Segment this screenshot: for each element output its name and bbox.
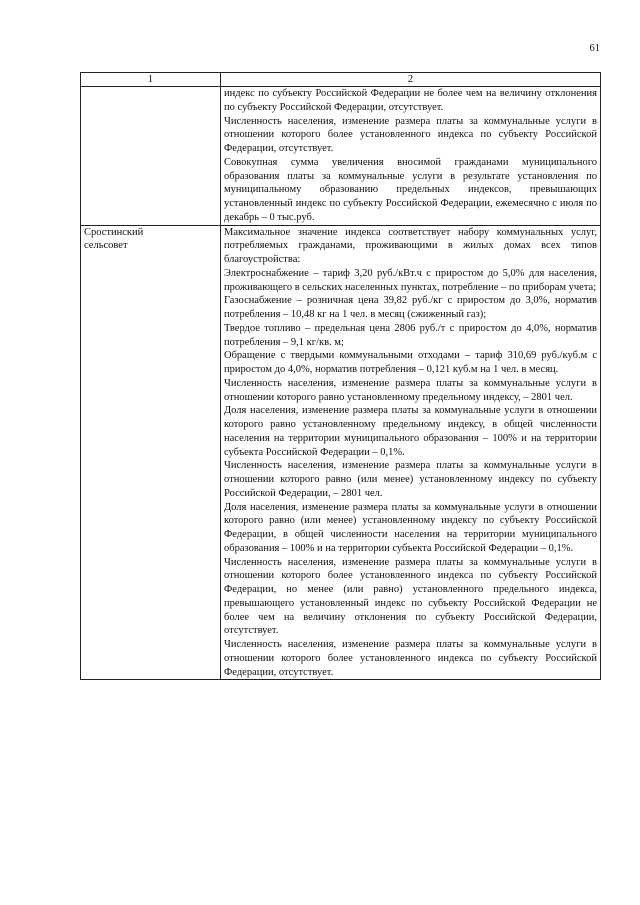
description-paragraph: Доля населения, изменение размера платы за коммунальные услуги в отношении которого равно установленному предельному индексу, в общей численности населения на территории муниципального образования – 100% и на территории субъекта Российской Федерации – 0,1%. [224, 405, 597, 458]
description-paragraph: Обращение с твердыми коммунальными отходами – тариф 310,69 руб./куб.м с приростом до 4,0%, норматив потребления – 0,121 куб.м на 1 чел. в месяц. [224, 350, 597, 375]
description-paragraph: Численность населения, изменение размера платы за коммунальные услуги в отношении которого более установленного индекса по субъекту Российской Федерации, отсутствует. [224, 639, 597, 678]
description-paragraph: Максимальное значение индекса соответствует набору коммунальных услуг, потребляемых гражданами, проживающими в жилых домах всех типов благоустройства: [224, 226, 597, 265]
description-paragraph: индекс по субъекту Российской Федерации не более чем на величину отклонения по субъекту Российской Федерации, отсутствует. [224, 88, 597, 113]
description-paragraph: Твердое топливо – предельная цена 2806 руб./т с приростом до 4,0%, норматив потребления – 9,1 кг/кв. м; [224, 322, 597, 348]
municipality-name: Сростинский [84, 226, 144, 238]
description-paragraph: Численность населения, изменение размера платы за коммунальные услуги в отношении которого равно (или менее) установленному индексу по субъекту Российской Федерации, – 2801 чел. [224, 460, 597, 499]
municipality-name: сельсовет [84, 240, 128, 252]
table-header-row [81, 73, 601, 87]
description-paragraph: Численность населения, изменение размера платы за коммунальные услуги в отношении которого более установленного индекса по субъекту Российской Федерации, но менее (или равно) установленного предельного индекса, превышающего установленный индекс по субъекту Российской Федерации не более чем на величину отклонения по субъекту Российской Федерации, отсутствует. [224, 556, 597, 637]
municipality-cell [81, 225, 221, 680]
description-paragraph: Доля населения, изменение размера платы за коммунальные услуги в отношении которого равно (или менее) установленному индексу по субъекту Российской Федерации, в общей численности населения на территории муниципального образования – 100% и на территории субъекта Российской Федерации – 0,1%. [224, 501, 597, 554]
table-row [81, 225, 601, 680]
description-paragraph: Газоснабжение – розничная цена 39,82 руб./кг с приростом до 3,0%, норматив потребления – 10,48 кг на 1 чел. в месяц (сжиженный газ); [224, 295, 597, 320]
page-number: 61 [589, 43, 600, 54]
description-paragraph: Численность населения, изменение размера платы за коммунальные услуги в отношении которого более установленного индекса по субъекту Российской Федерации, отсутствует. [224, 115, 597, 154]
description-cell [221, 225, 601, 680]
description-paragraph: Численность населения, изменение размера платы за коммунальные услуги в отношении которого равно установленному предельному индексу, – 2801 чел. [224, 377, 597, 403]
description-paragraph: Электроснабжение – тариф 3,20 руб./кВт.ч с приростом до 5,0% для населения, проживающего в сельских населенных пунктах, потребление – по приборам учета; [224, 267, 597, 293]
description-paragraph: Совокупная сумма увеличения вносимой гражданами муниципального образования платы за коммунальные услуги в результате установления по муниципальному образованию предельных индексов, превышающих установленный индекс по субъекту Российской Федерации, ежемесячно с июля по декабрь – 0 тыс.руб. [224, 156, 597, 223]
municipality-cell [81, 87, 221, 226]
column-header: 2 [221, 73, 601, 87]
data-table [80, 72, 601, 680]
column-header: 1 [81, 73, 221, 87]
table-body [81, 87, 601, 680]
description-cell [221, 87, 601, 226]
table-row [81, 87, 601, 226]
